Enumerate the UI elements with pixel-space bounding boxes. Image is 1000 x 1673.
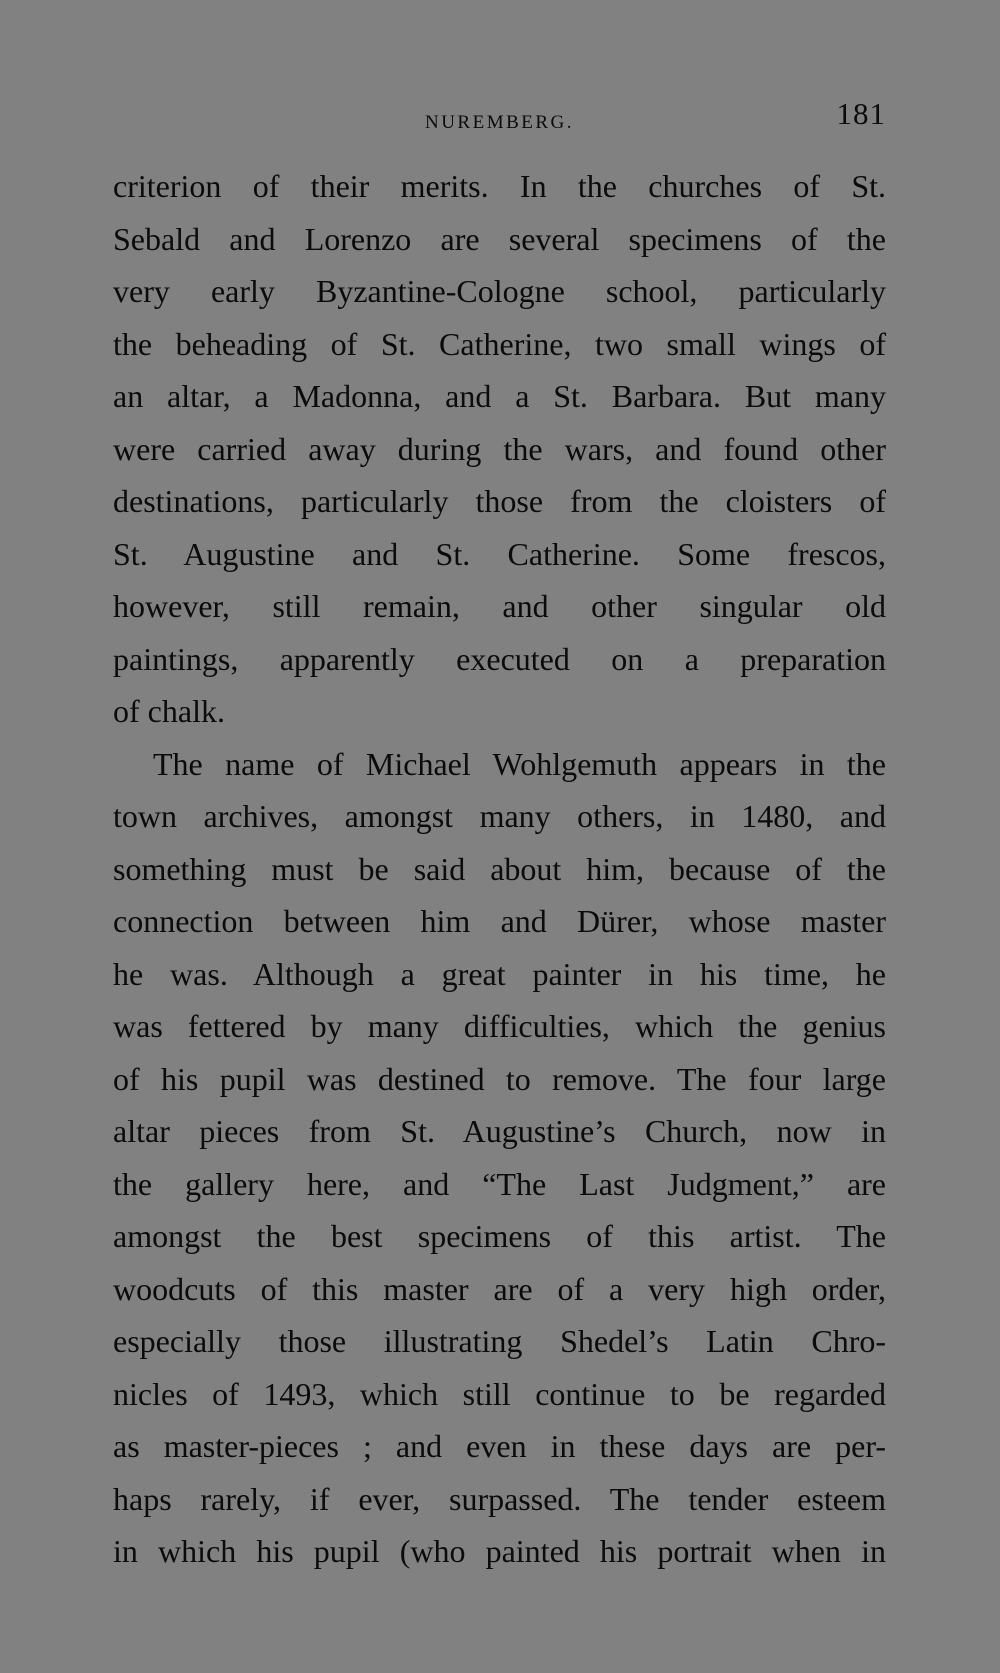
text-line: of his pupil was destined to remove. The four large (113, 1060, 886, 1097)
text-line: was fettered by many difficulties, which the genius (113, 1008, 886, 1044)
paragraph-1 (113, 160, 886, 738)
paragraph-2 (113, 738, 886, 1578)
text-line: something must be said about him, because of the (113, 850, 886, 887)
text-line: in which his pupil (who painted his portrait when in (113, 1533, 886, 1569)
text-line: criterion of their merits. In the churches of St. (113, 168, 886, 204)
body-text (113, 160, 886, 1578)
running-head: NUREMBERG. (424, 112, 575, 133)
text-line: nicles of 1493, which still continue to be regarded (113, 1375, 886, 1412)
text-line: however, still remain, and other singular old (113, 588, 886, 624)
text-line: St. Augustine and St. Catherine. Some frescos, (113, 535, 886, 572)
page-number: 181 (836, 96, 886, 131)
text-line: he was. Although a great painter in his time, he (113, 955, 886, 992)
text-line: connection between him and Dürer, whose master (113, 903, 886, 939)
text-line: the beheading of St. Catherine, two small wings of (113, 325, 886, 362)
text-line: very early Byzantine-Cologne school, particularly (113, 273, 886, 309)
text-line: paintings, apparently executed on a preparation (113, 640, 886, 677)
text-line: town archives, amongst many others, in 1480, and (113, 798, 886, 834)
text-line: haps rarely, if ever, surpassed. The tender esteem (113, 1480, 886, 1517)
text-line: Sebald and Lorenzo are several specimens of the (113, 220, 886, 257)
text-line: as master-pieces ; and even in these days are per- (113, 1428, 886, 1464)
text-line: altar pieces from St. Augustine’s Church, now in (113, 1113, 886, 1149)
text-line: The name of Michael Wohlgemuth appears in the (153, 745, 886, 782)
text-line: destinations, particularly those from the cloisters of (113, 483, 886, 519)
text-line: the gallery here, and “The Last Judgment,” are (113, 1165, 886, 1202)
text-line: woodcuts of this master are of a very high order, (113, 1270, 886, 1307)
text-line: of chalk. (113, 693, 225, 729)
text-line: especially those illustrating Shedel’s Latin Chro- (113, 1323, 886, 1359)
text-line: an altar, a Madonna, and a St. Barbara. But many (113, 378, 886, 414)
text-line: were carried away during the wars, and found other (113, 430, 886, 467)
page-header (113, 96, 886, 136)
text-line: amongst the best specimens of this artist. The (113, 1218, 886, 1254)
